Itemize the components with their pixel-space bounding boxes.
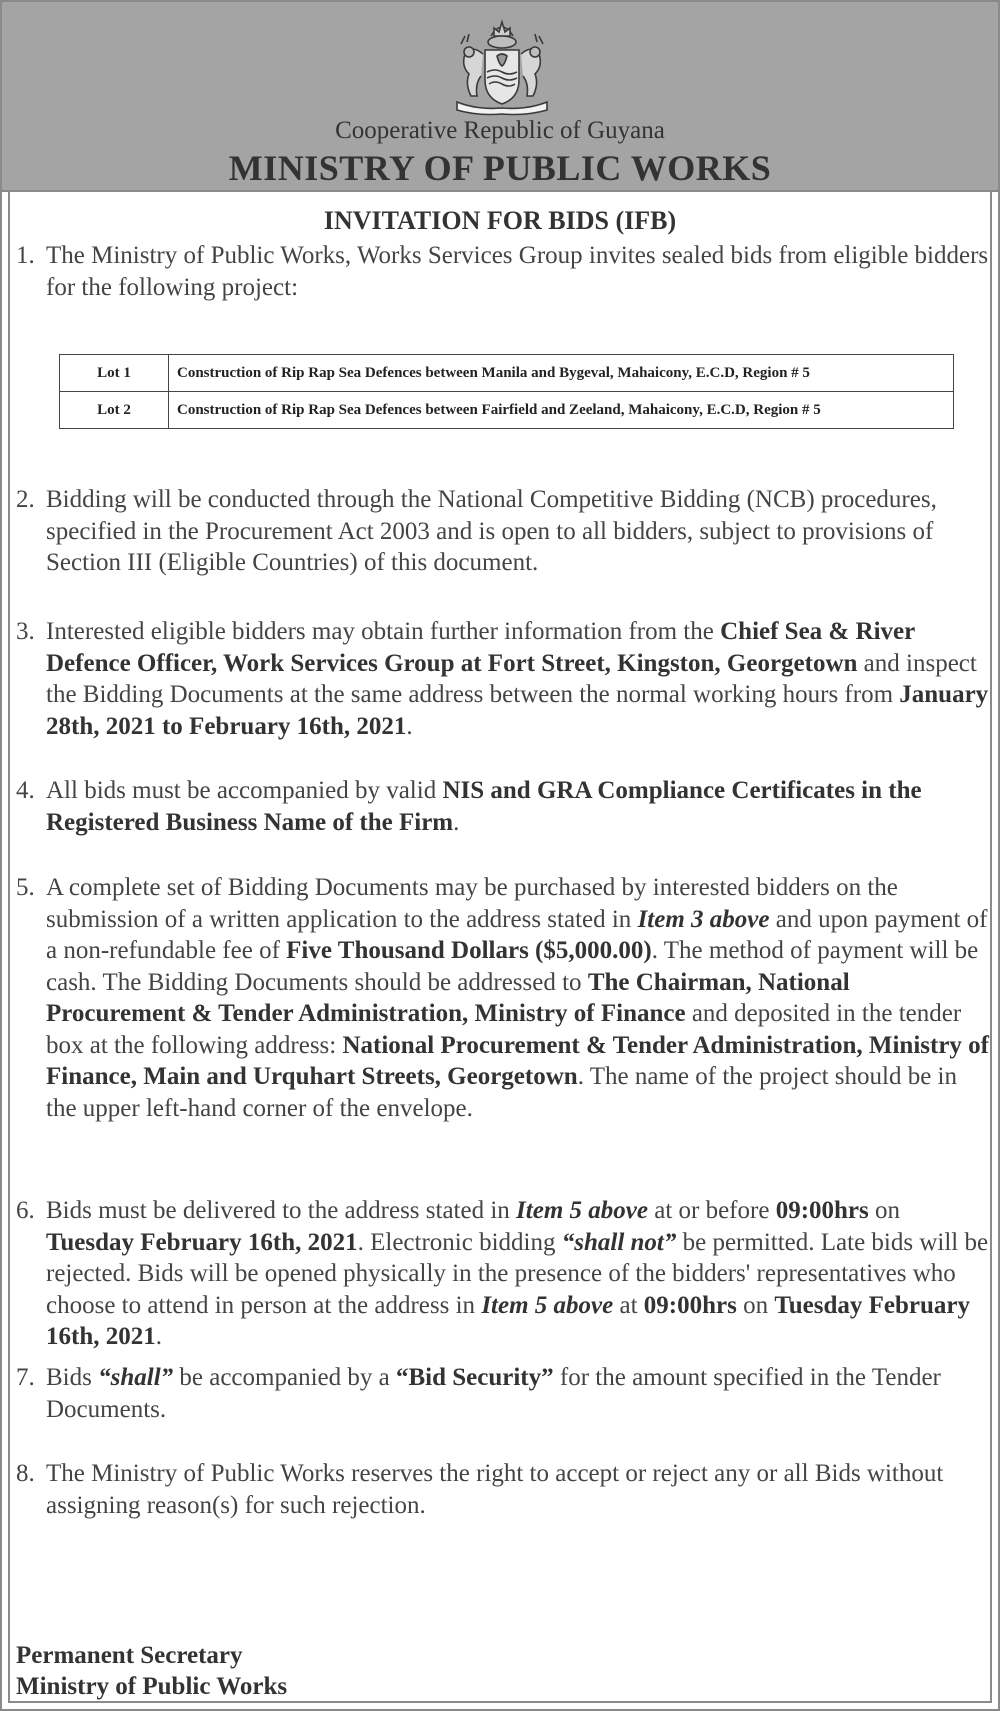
item-emphasis-segment: Five Thousand Dollars ($5,000.00) [286, 937, 652, 964]
item-text [46, 616, 990, 742]
item-text-segment: . The method of payment will be cash. The Bidding Documents should be addressed to [46, 937, 979, 996]
lot-description: Construction of Rip Rap Sea Defences between Manila and Bygeval, Mahaicony, E.C.D, Region # 5 [169, 355, 954, 392]
item-6 [16, 1195, 990, 1353]
lot-label: Lot 1 [60, 355, 169, 392]
item-emphasis-segment: Tuesday February 16th, 2021 [46, 1291, 970, 1350]
item-text-segment: . The name of the project should be in the upper left-hand corner of the envelope. [46, 1063, 957, 1122]
item-emphasis-segment: Item 3 above [637, 905, 770, 933]
country-name: Cooperative Republic of Guyana [335, 117, 665, 144]
notice-header [2, 2, 998, 192]
item-emphasis-segment: “shall” [98, 1364, 174, 1391]
guyana-coat-of-arms-icon [447, 14, 557, 118]
item-text-segment: . Electronic bidding [357, 1228, 562, 1256]
item-text-segment: . [406, 712, 413, 740]
ifb-title: INVITATION FOR BIDS (IFB) [323, 206, 677, 235]
item-emphasis-segment: Item 5 above [481, 1291, 614, 1319]
item-1 [16, 240, 990, 303]
item-text [46, 484, 990, 579]
item-text-segment: All bids must be accompanied by valid [46, 777, 443, 804]
item-text-segment: at [613, 1291, 644, 1319]
item-text-segment: for the amount specified in the Tender Documents. [46, 1364, 941, 1423]
signature-block [16, 1640, 287, 1702]
lot-description: Construction of Rip Rap Sea Defences between Fairfield and Zeeland, Mahaicony, E.C.D, Region # 5 [169, 392, 954, 429]
signatory-ministry: Ministry of Public Works [16, 1673, 288, 1700]
item-4 [16, 775, 990, 838]
item-text-segment: A complete set of Bidding Documents may be purchased by interested bidders on the submission of a written application to the address stated in [46, 874, 898, 933]
item-text-segment: Bidding will be conducted through the National Competitive Bidding (NCB) procedures, specified in the Procurement Act 2003 and is open to all bidders, subject to provisions of Section III (Eligible Countries) of this document. [46, 486, 937, 576]
item-emphasis-segment: Chief Sea & River Defence Officer, Work Services Group at Fort Street, Kingston, Georgetown [46, 618, 915, 677]
item-emphasis-segment: NIS and GRA Compliance Certificates in the Registered Business Name of the Firm [46, 777, 922, 836]
item-text [46, 1458, 990, 1521]
item-emphasis-segment: 09:00hrs [775, 1197, 869, 1224]
item-text-segment: Bids must be delivered to the address stated in [46, 1197, 517, 1224]
signatory-title: Permanent Secretary [16, 1642, 243, 1669]
item-text-segment: be accompanied by a [173, 1364, 396, 1391]
item-text-segment: The Ministry of Public Works reserves the right to accept or reject any or all Bids without assigning reason(s) for such rejection. [46, 1460, 944, 1519]
item-number: 5. [16, 874, 35, 901]
lot-label: Lot 2 [60, 392, 169, 429]
item-text-segment: Bids [46, 1364, 99, 1391]
item-text-segment: on [868, 1197, 900, 1224]
item-emphasis-segment: The Chairman, National Procurement & Tender Administration, Ministry of Finance [46, 968, 850, 1027]
item-number: 1. [16, 242, 35, 269]
item-number: 6. [16, 1197, 35, 1224]
item-text-segment: on [736, 1291, 775, 1319]
item-7 [16, 1362, 990, 1425]
item-text [46, 775, 990, 838]
item-emphasis-segment: Item 5 above [516, 1197, 648, 1224]
item-emphasis-segment: January 28th, 2021 to February 16th, 2021 [46, 681, 989, 740]
item-text-segment: . [155, 1323, 162, 1350]
item-emphasis-segment: “shall not” [561, 1228, 677, 1256]
item-emphasis-segment: 09:00hrs [643, 1291, 737, 1319]
item-text-segment: Interested eligible bidders may obtain further information from the [46, 618, 721, 645]
item-3 [16, 616, 990, 742]
item-text [46, 872, 990, 1124]
item-number: 8. [16, 1460, 35, 1487]
table-row [60, 355, 954, 392]
item-text-segment: . [453, 808, 460, 836]
notice-body [8, 190, 992, 1703]
item-text-segment: and inspect the Bidding Documents at the same address between the normal working hours from [46, 649, 977, 708]
item-text-segment: at or before [647, 1197, 776, 1224]
item-2 [16, 484, 990, 579]
item-number: 4. [16, 777, 35, 804]
item-text-segment: be permitted. Late bids will be rejected. Bids will be opened physically in the presence of the bidders' representatives who choose to attend in person at the address in [46, 1228, 989, 1319]
item-8 [16, 1458, 990, 1521]
item-text-segment: and upon payment of a non-refundable fee of [46, 905, 988, 964]
item-text-segment: The Ministry of Public Works, Works Services Group invites sealed bids from eligible bidders for the following project: [46, 242, 989, 301]
item-emphasis-segment: Tuesday February 16th, 2021 [46, 1228, 358, 1256]
ministry-name: MINISTRY OF PUBLIC WORKS [228, 148, 772, 188]
item-5 [16, 872, 990, 1124]
item-emphasis-segment: National Procurement & Tender Administration, Ministry of Finance, Main and Urquhart Streets, Georgetown [46, 1031, 990, 1090]
item-number: 2. [16, 486, 35, 513]
item-text [46, 1195, 990, 1353]
table-row [60, 392, 954, 429]
item-number: 3. [16, 618, 35, 645]
item-text [46, 1362, 990, 1425]
item-emphasis-segment: “Bid Security” [395, 1364, 554, 1391]
item-number: 7. [16, 1364, 35, 1391]
item-text-segment: and deposited in the tender box at the following address: [46, 1000, 962, 1059]
item-text [46, 240, 990, 303]
lots-table [59, 354, 954, 429]
